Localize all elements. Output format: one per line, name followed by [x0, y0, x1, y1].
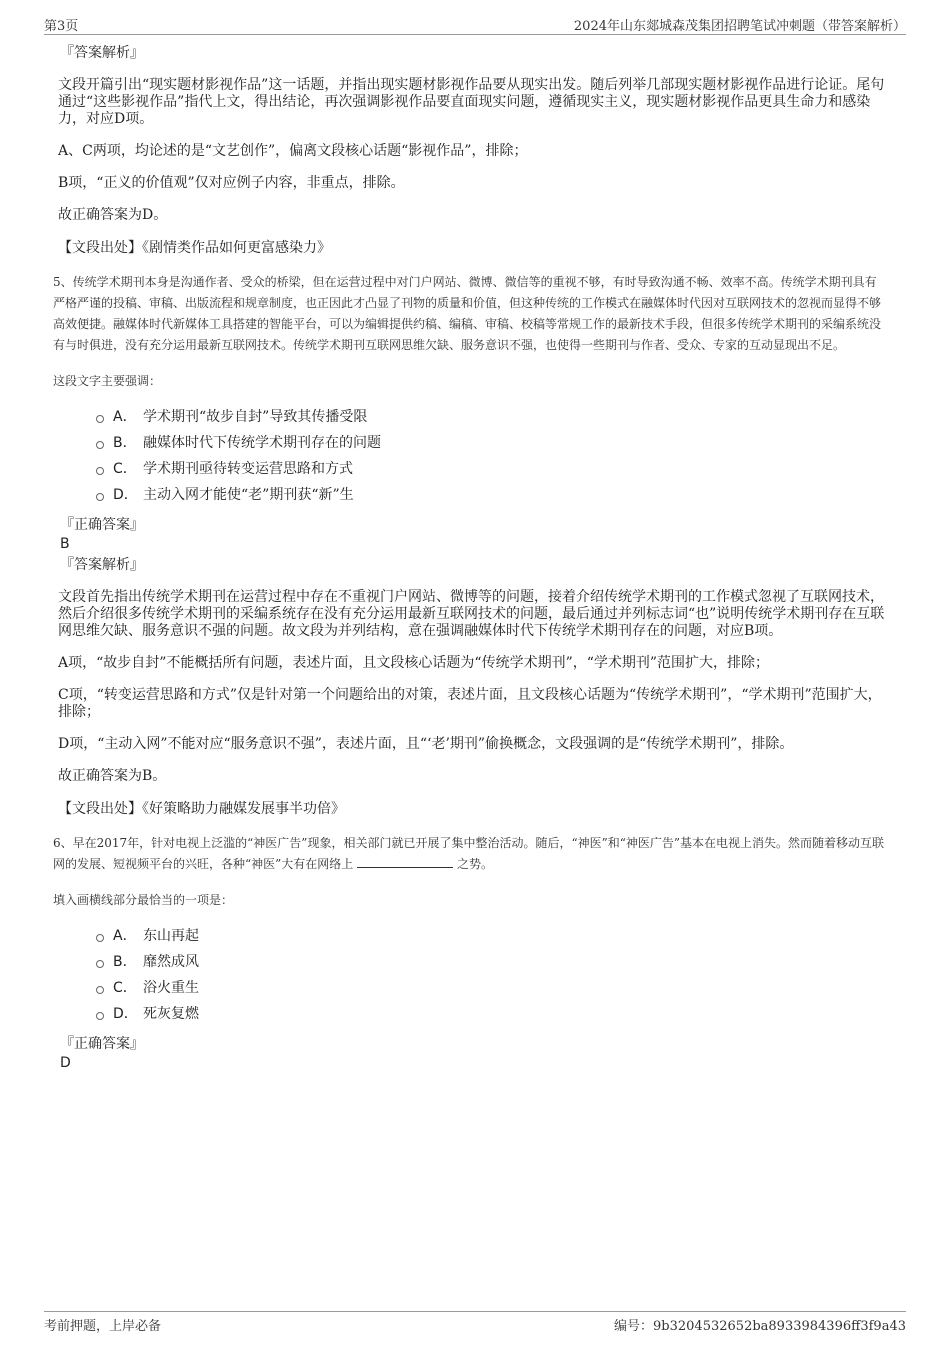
q4-analysis-label: 『答案解析』: [60, 45, 144, 61]
document-serial: 编号：9b3204532652ba8933984396ff3f9a43: [614, 1319, 906, 1334]
q6-prompt: 填入画横线部分最恰当的一项是：: [53, 893, 234, 907]
q6-correct-label: 『正确答案』: [60, 1036, 144, 1052]
q5-analysis-paragraph: C项，“转变运营思路和方式”仅是针对第一个问题给出的对策，表述片面，且文段核心话题为“传统学术期刊”，“学术期刊”范围扩大，排除；: [58, 687, 882, 720]
option-text: 靡然成风: [143, 954, 199, 970]
radio-icon[interactable]: [96, 986, 104, 994]
fill-in-blank: [357, 855, 453, 868]
page-content: [53, 44, 886, 1075]
q5-option-a[interactable]: [96, 404, 886, 430]
radio-icon[interactable]: [96, 467, 104, 475]
option-text: 学术期刊“故步自封”导致其传播受限: [143, 409, 368, 425]
q6-option-d[interactable]: [96, 1001, 886, 1027]
option-text: 浴火重生: [143, 980, 199, 996]
radio-icon[interactable]: [96, 960, 104, 968]
q5-correct-label: 『正确答案』: [60, 517, 144, 533]
option-text: 融媒体时代下传统学术期刊存在的问题: [143, 435, 381, 451]
document-title: 2024年山东郯城森茂集团招聘笔试冲刺题（带答案解析）: [573, 19, 906, 34]
q4-analysis-paragraph: 文段开篇引出“现实题材影视作品”这一话题，并指出现实题材影视作品要从现实出发。随后列举几部现实题材影视作品进行论证。尾句通过“这些影视作品”指代上文，得出结论，再次强调影视作品要直面现实问题，遵循现实主义，现实题材影视作品更具生命力和感染力，对应D项。: [58, 77, 885, 127]
q6-stem: [53, 833, 886, 875]
q6-option-b[interactable]: [96, 949, 886, 975]
q5-option-c[interactable]: [96, 456, 886, 482]
q5-analysis-label: 『答案解析』: [60, 557, 144, 573]
option-letter: B．: [113, 954, 137, 970]
page-header: [44, 14, 906, 35]
q5-option-d[interactable]: [96, 482, 886, 508]
q5-analysis-paragraph: 文段首先指出传统学术期刊在运营过程中存在不重视门户网站、微博等的问题，接着介绍传统学术期刊的工作模式忽视了互联网技术，然后介绍很多传统学术期刊的采编系统存在没有充分运用最新互联网技术的问题，最后通过并列标志词“也”说明传统学术期刊存在互联网思维欠缺、服务意识不强的问题。故文段为并列结构，意在强调融媒体时代下传统学术期刊存在的问题，对应B项。: [58, 589, 885, 639]
q5-source: 【文段出处】《好策略助力融媒发展事半功倍》: [58, 801, 345, 817]
option-text: 主动入网才能使“老”期刊获“新”生: [143, 487, 354, 503]
q4-analysis-paragraph: B项，“正义的价值观”仅对应例子内容，非重点，排除。: [58, 175, 405, 191]
q4-analysis-paragraph: A、C两项，均论述的是“文艺创作”，偏离文段核心话题“影视作品”，排除；: [58, 143, 528, 159]
q6-options: [96, 923, 886, 1027]
q5-stem: 5、传统学术期刊本身是沟通作者、受众的桥梁，但在运营过程中对门户网站、微博、微信等的重视不够，有时导致沟通不畅、效率不高。传统学术期刊具有严格严谨的投稿、审稿、出版流程和规章制度，也正因此才凸显了刊物的质量和价值，但这种传统的工作模式在融媒体时代因对互联网技术的忽视而显得不够高效便捷。融媒体时代新媒体工具搭建的智能平台，可以为编辑提供约稿、编稿、审稿、校稿等常规工作的最新技术手段，但很多传统学术期刊的采编系统没有与时俱进，没有充分运用最新互联网技术。传统学术期刊互联网思维欠缺、服务意识不强，也使得一些期刊与作者、受众、专家的互动显现出不足。: [53, 275, 882, 352]
option-letter: D．: [113, 487, 138, 503]
q4-analysis-paragraph: 故正确答案为D。: [58, 207, 168, 223]
page-footer: [44, 1311, 906, 1334]
option-text: 死灰复燃: [143, 1006, 199, 1022]
option-text: 学术期刊亟待转变运营思路和方式: [143, 461, 353, 477]
radio-icon[interactable]: [96, 415, 104, 423]
question-6: [53, 833, 886, 1072]
option-letter: B．: [113, 435, 137, 451]
option-text: 东山再起: [143, 928, 199, 944]
q5-analysis-paragraph: D项，“主动入网”不能对应“服务意识不强”，表述片面，且“‘老’期刊”偷换概念，文段强调的是“传统学术期刊”，排除。: [58, 736, 794, 752]
q6-stem-after-blank: 之势。: [456, 857, 493, 871]
question-5: [53, 272, 886, 818]
q5-option-b[interactable]: [96, 430, 886, 456]
q4-analysis-section: [56, 44, 886, 257]
q5-analysis-paragraph: A项，“故步自封”不能概括所有问题，表述片面，且文段核心话题为“传统学术期刊”，“学术期刊”范围扩大，排除；: [58, 655, 770, 671]
option-letter: C．: [113, 461, 137, 477]
q6-option-c[interactable]: [96, 975, 886, 1001]
q6-option-a[interactable]: [96, 923, 886, 949]
option-letter: D．: [113, 1006, 138, 1022]
q5-prompt: 这段文字主要强调：: [53, 374, 162, 388]
q6-stem-before-blank: 6、早在2017年，针对电视上泛滥的“神医广告”现象，相关部门就已开展了集中整治活动。随后，“神医”和“神医广告”基本在电视上消失。然而随着移动互联网的发展、短视频平台的兴旺，各种“神医”大有在网络上: [53, 836, 884, 871]
option-letter: C．: [113, 980, 137, 996]
footer-slogan: 考前押题，上岸必备: [44, 1319, 162, 1334]
page-number: 第3页: [44, 19, 79, 34]
q5-analysis-paragraph: 故正确答案为B。: [58, 768, 167, 784]
q6-correct-answer: D: [60, 1055, 71, 1071]
option-letter: A．: [113, 409, 137, 425]
q4-source: 【文段出处】《剧情类作品如何更富感染力》: [58, 240, 331, 256]
radio-icon[interactable]: [96, 493, 104, 501]
radio-icon[interactable]: [96, 1012, 104, 1020]
q5-correct-answer: B: [60, 536, 70, 552]
option-letter: A．: [113, 928, 137, 944]
radio-icon[interactable]: [96, 934, 104, 942]
q5-options: [96, 404, 886, 508]
radio-icon[interactable]: [96, 441, 104, 449]
